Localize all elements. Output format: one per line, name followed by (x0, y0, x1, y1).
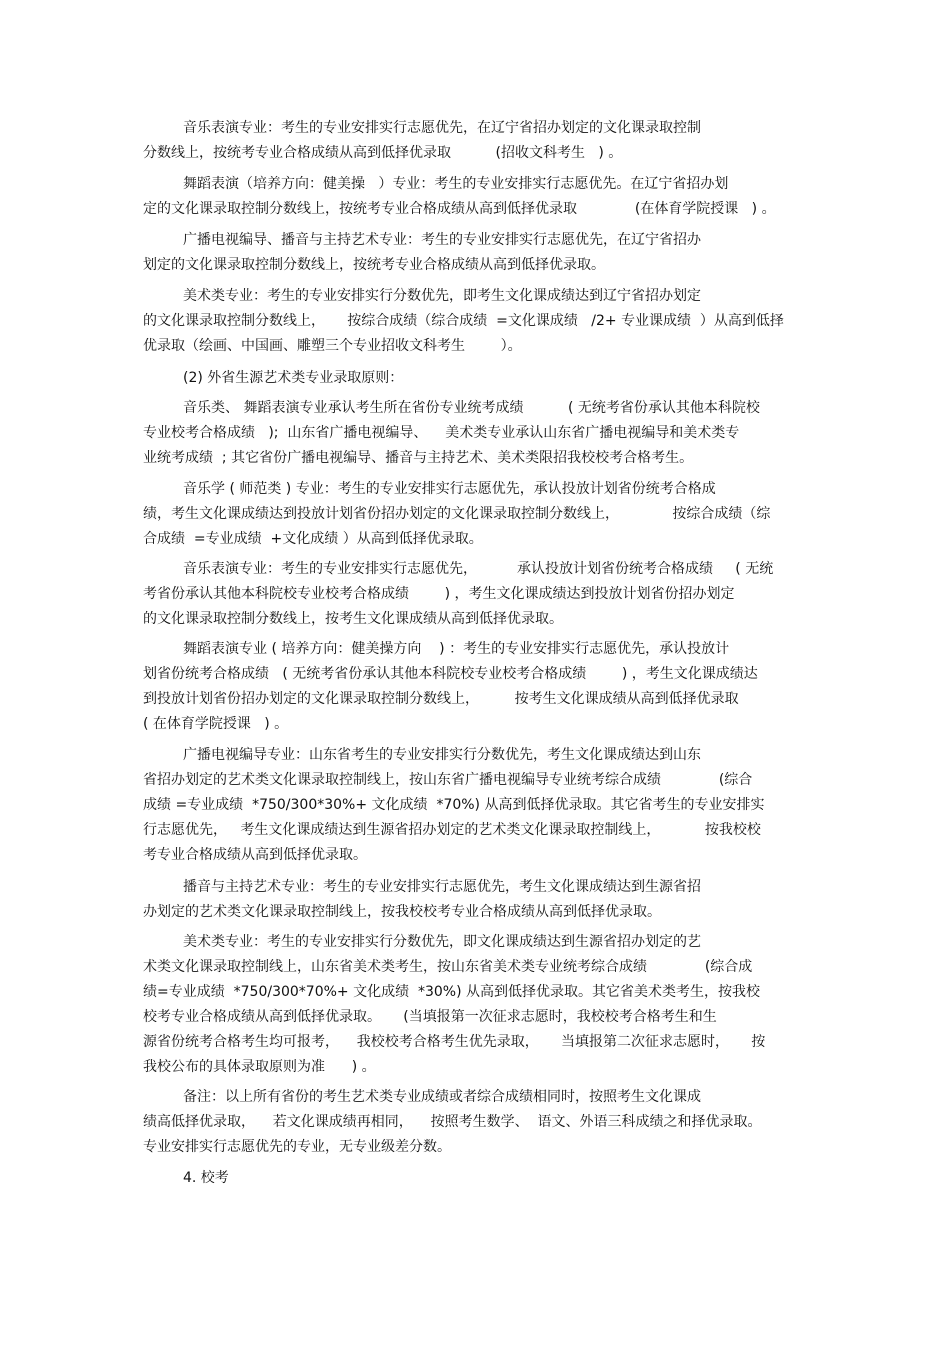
text-line: 办划定的艺术类文化课录取控制线上，按我校校考专业合格成绩从高到低择优录取。 (143, 904, 661, 920)
text-line: 优录取（绘画、中国画、雕塑三个专业招收文科考生 ）。 (143, 338, 522, 354)
text-line: 合成绩 =专业成绩 +文化成绩 ）从高到低择优录取。 (143, 531, 483, 547)
text-line: 考专业合格成绩从高到低择优录取。 (143, 847, 367, 863)
text-line: 音乐表演专业：考生的专业安排实行志愿优先，在辽宁省招办划定的文化课录取控制 (183, 120, 701, 136)
text-line: 成绩 =专业成绩 *750/300*30%+ 文化成绩 *70%) 从高到低择优录取。其它省考生的专业安排实 (143, 797, 765, 813)
section-heading-school-exam (143, 1166, 818, 1191)
text-line: 的文化课录取控制分数线上，按考生文化课成绩从高到低择优录取。 (143, 611, 563, 627)
text-line: 省招办划定的艺术类文化课录取控制线上，按山东省广播电视编导专业统考综合成绩 (综合 (143, 772, 753, 788)
text-line: 舞蹈表演（培养方向：健美操 ）专业：考生的专业安排实行志愿优先。在辽宁省招办划 (183, 176, 729, 192)
text-line: 分数线上，按统考专业合格成绩从高到低择优录取 (招收文科考生 ) 。 (143, 145, 623, 161)
paragraph-dance-performance-other (143, 637, 818, 737)
paragraph-musicology-normal (143, 477, 818, 552)
text-line: 绩高低择优录取， 若文化课成绩再相同， 按照考生数学、 语文、外语三科成绩之和择优录取。 (143, 1114, 762, 1130)
paragraph-fine-arts-liaoning (143, 284, 818, 359)
text-line: 广播电视编导专业：山东省考生的专业安排实行分数优先，考生文化课成绩达到山东 (183, 747, 701, 763)
paragraph-music-dance-recognition (143, 396, 818, 471)
text-line: 源省份统考合格考生均可报考， 我校校考合格考生优先录取， 当填报第二次征求志愿时， 按 (143, 1034, 766, 1050)
text-line: 划定的文化课录取控制分数线上，按统考专业合格成绩从高到低择优录取。 (143, 257, 605, 273)
text-line: 业统考成绩 ; 其它省份广播电视编导、播音与主持艺术、美术类限招我校校考合格考生。 (143, 450, 694, 466)
text-line: (2) 外省生源艺术类专业录取原则： (183, 370, 404, 386)
paragraph-broadcast-liaoning (143, 228, 818, 278)
text-line: 考省份承认其他本科院校专业校考合格成绩 ) ，考生文化课成绩达到投放计划省份招办划定 (143, 586, 735, 602)
paragraph-music-performance-other (143, 557, 818, 632)
text-line: 播音与主持艺术专业：考生的专业安排实行志愿优先，考生文化课成绩达到生源省招 (183, 879, 701, 895)
text-line: 广播电视编导、播音与主持艺术专业：考生的专业安排实行志愿优先，在辽宁省招办 (183, 232, 701, 248)
text-line: 音乐学 ( 师范类 ) 专业：考生的专业安排实行志愿优先，承认投放计划省份统考合格成 (183, 481, 716, 497)
text-line: 我校公布的具体录取原则为准 ) 。 (143, 1059, 376, 1075)
text-line: 4. 校考 (183, 1170, 229, 1186)
text-line: 舞蹈表演专业 ( 培养方向：健美操方向 ) ：考生的专业安排实行志愿优先，承认投放计 (183, 641, 730, 657)
text-line: 到投放计划省份招办划定的文化课录取控制分数线上， 按考生文化课成绩从高到低择优录取 (143, 691, 739, 707)
paragraph-broadcasting-hosting-other (143, 875, 818, 925)
paragraph-fine-arts-other (143, 930, 818, 1080)
text-line: 专业安排实行志愿优先的专业，无专业级差分数。 (143, 1139, 451, 1155)
text-line: 术类文化课录取控制线上，山东省美术类考生，按山东省美术类专业统考综合成绩 (综合成 (143, 959, 753, 975)
text-line: 划省份统考合格成绩 ( 无统考省份承认其他本科院校专业校考合格成绩 ) ，考生文化课成绩达 (143, 666, 758, 682)
text-line: 音乐类、 舞蹈表演专业承认考生所在省份专业统考成绩 ( 无统考省份承认其他本科院校 (183, 400, 760, 416)
text-line: 行志愿优先， 考生文化课成绩达到生源省招办划定的艺术类文化课录取控制线上， 按我校校 (143, 822, 761, 838)
section-heading-other-provinces (143, 366, 818, 391)
text-line: 校考专业合格成绩从高到低择优录取。 (当填报第一次征求志愿时，我校校考合格考生和生 (143, 1009, 717, 1025)
paragraph-broadcast-directing-other (143, 743, 818, 868)
text-line: 绩，考生文化课成绩达到投放计划省份招办划定的文化课录取控制分数线上， 按综合成绩（综 (143, 506, 771, 522)
text-line: 美术类专业：考生的专业安排实行分数优先，即考生文化课成绩达到辽宁省招办划定 (183, 288, 701, 304)
paragraph-remarks (143, 1085, 818, 1160)
text-line: ( 在体育学院授课 ) 。 (143, 716, 289, 732)
text-line: 音乐表演专业：考生的专业安排实行志愿优先， 承认投放计划省份统考合格成绩 ( 无统 (183, 561, 774, 577)
paragraph-music-performance-liaoning (143, 116, 818, 166)
paragraph-dance-performance-liaoning (143, 172, 818, 222)
text-line: 专业校考合格成绩 ); 山东省广播电视编导、 美术类专业承认山东省广播电视编导和美术类专 (143, 425, 740, 441)
text-line: 的文化课录取控制分数线上， 按综合成绩（综合成绩 =文化课成绩 /2+ 专业课成绩 ）从高到低择 (143, 313, 784, 329)
text-line: 定的文化课录取控制分数线上，按统考专业合格成绩从高到低择优录取 (在体育学院授课 ) 。 (143, 201, 776, 217)
text-line: 绩=专业成绩 *750/300*70%+ 文化成绩 *30%) 从高到低择优录取。其它省美术类考生，按我校 (143, 984, 761, 1000)
text-line: 备注：以上所有省份的考生艺术类专业成绩或者综合成绩相同时，按照考生文化课成 (183, 1089, 701, 1105)
text-line: 美术类专业：考生的专业安排实行分数优先，即文化课成绩达到生源省招办划定的艺 (183, 934, 701, 950)
